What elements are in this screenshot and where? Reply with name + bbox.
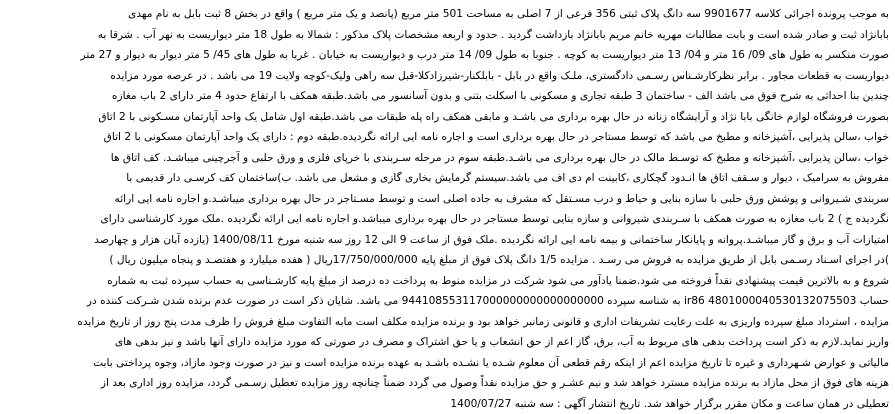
notice-line: هزینه های فوق از محل مازاد به برنده مزایده مسترد خواهد شد و نیم عشـر و حق مزایده نقداً وصول می گردد ضمناً چنانچه روز مزایده تعطیل رسـمی گردد، مزایده روز اداری بعد از — [6, 373, 889, 394]
notice-line: حساب 4801000040530132075503 ir86 به شناسه سپرده 944108553117000000000000000000 می باشد. شایان ذکر است در صورت عدم برنده شدن شـرکت کننده در — [6, 291, 889, 312]
notice-line: به موجب پرونده اجرائی کلاسه 9901677 سه دانگ پلاک ثبتی 356 فرعی از 7 اصلی به مساحت 501 متر مربع (پانصد و یک متر مربع ) واقع در بخش 8 ثبت بابل به نام مهدی — [6, 4, 889, 25]
notice-line: نگردیده ج ) 2 باب مغازه به صورت همکف با سـربندی شیروانی و سازه بنایی توسط مستاجر در حال بهره برداری میباشد.و اجاره نامه ایی ارائه نگردیده .ملک مورد کارشناسی دارای — [6, 209, 889, 230]
notice-line: صورت منکسر به طول های 09/ 16 متر و 04/ 13 متر دیواریست به کوچه . جنوبا به طول 09/ 14 متر درب و دیواریست به خیابان . غربا به طول های 45/ 5 متر دیوار به دیوار و 27 متر — [6, 45, 889, 66]
notice-line: واریز نماید.لازم به ذکر است پرداخت بدهی های مربوط به آب، برق، گاز اعم از حق انشعاب و یا حق اشتراک و مصرف در صورتی که مورد مزایده دارای آنها باشد و نیز بدهی های — [6, 332, 889, 353]
notice-line: مزایده ، استرداد مبلغ سپرده واریزی به علت رعایت تشریفات اداری و قانونی زمانبر خواهد بود و برنده مزایده مکلف است مابه التفاوت مبلغ فروش را ظرف مدت پنج روز از تاریخ مزایده — [6, 312, 889, 333]
notice-line: تعطیلی در همان ساعت و مکان مقرر برگزار خواهد شد. تاریخ انتشار آگهی : سه شنبه 1400/07/27 — [6, 394, 889, 414]
notice-line: خواب ،سالن پذیرایی ،آشپزخانه و مطبخ می باشد که توسط مستاجر در حال بهره برداری است و اجاره نامه ایی ارائه نگردیده.طبقه دوم : دارای یک واحد آپارتمان مسکونی با 2 اتاق — [6, 127, 889, 148]
notice-line: شروع و به بالاترین قیمت پیشنهادی نقداً فروخته می شود.ضمنا یادآور می شود شرکت در مزایده منوط به پرداخت ده درصد از مبلغ پایه کارشـناسی به حساب سپرده ثبت به شماره — [6, 271, 889, 292]
notice-line: امتیازات آب و برق و گاز میباشـد.پروانه و پایانکار ساختمانی و بیمه نامه ایی ارائه نگردیده .ملک فوق از ساعت 9 الی 12 روز سه شنبه مورخ 1400/08/11 (یازده آبان هزار و چهارصد — [6, 230, 889, 251]
notice-line: بصورت فروشگاه لوازم خانگی بابا نژاد و آرایشگاه زنانه در حال بهره برداری می باشـد و مابقی همکف راه پله طبقات می باشد.طبقه اول شامل یک واحد آپارتمان مسـکونی با 2 اتاق — [6, 107, 889, 128]
notice-line: خواب ،سالن پذیرایی ،آشپزخانه و مطبخ که توسـط مالک در حال بهره برداری می باشـد.طبقه سوم در مرحله سـربندی با خرپای فلزی و ورق حلبی و آجرچینی میباشـد. کف اتاق ها — [6, 148, 889, 169]
notice-line: بابانژاد ثبت و صادر شده است و بابت مطالبات مهریه خانم مریم بابانژاد بازداشت گردید . حدود و اربعه مشخصات پلاک مذکور : شمالا به طول 18 متر دیواریست به نهر آب . شرقا به — [6, 25, 889, 46]
notice-line: مالیاتی و عوارض شـهرداری و غیره تا تاریخ مزایده اعم از اینکه رقم قطعی آن معلوم شـده یا نشـده باشـد به عهده برنده مزایده است و نیز در صورت وجود مازاد، وجوه پرداختی بابت — [6, 353, 889, 374]
notice-line: مفروش به سرامیک ، دیوار و سـقف اتاق ها انـدود گچکاری ،کابینت ام دی اف می باشد.سیستم گرمایش بخاری گازی و مشعل می باشد. ب)ساختمان کف کرسـی دار قدیمی با — [6, 168, 889, 189]
notice-line: چندین بنا احداثی به شرح فوق می باشد الف - ساختمان 3 طبقه تجاری و مسکونی با اسکلت بتنی و بدون آسانسور می باشد.طبقه همکف با ارتفاع حدود 4 متر دارای 2 باب مغازه — [6, 86, 889, 107]
notice-line: سربندی شـیروانی و پوشش ورق حلبی با سازه بنایی و حیاط و درب مسـتقل که مشرف به جاده اصلی است و توسط مسـتاجر در حال بهره برداری میباشـد.و اجاره نامه ایی ارائه — [6, 189, 889, 210]
notice-line: دیواریست به قطعات مجاور . برابر نظرکارشـناس رسـمی دادگستری، ملـک واقع در بابل - بابلکنار-شیرزادکلا-قبل سه راهی ولیک-کوچه ولایت 19 می باشد . در عرصه مورد مزایده — [6, 66, 889, 87]
notice-line: )در اجرای اسـناد رسـمی بابل از طریق مزایده به فروش می رسـد . مزایده 1/5 دانگ پلاک فوق از مبلغ پایه 17/750/000/000ریال ( هفده میلیارد و هفتصـد و پنجاه میلیون ریال ) — [6, 250, 889, 271]
